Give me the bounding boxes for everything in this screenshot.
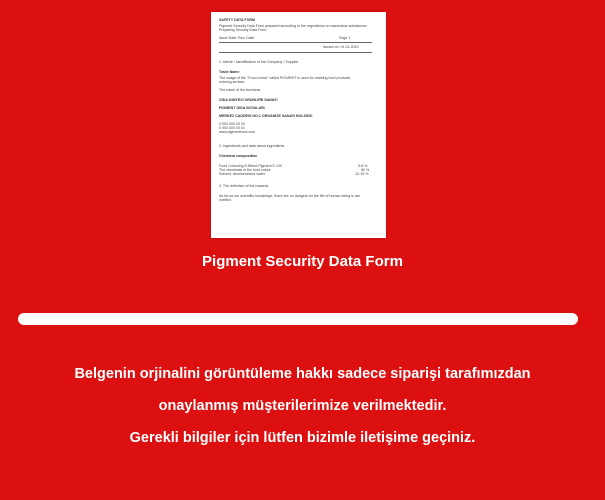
doc-section-heading: 2. Ingredients and data about ingredients	[219, 144, 285, 148]
doc-page-number: Page 1	[339, 36, 351, 40]
doc-issue-date: Issued on: 01.01.2010	[323, 45, 359, 49]
doc-text: The name of the business	[219, 88, 261, 92]
doc-section-heading: 1. Article / Identification of the Company / Supplier	[219, 60, 299, 64]
doc-rule	[219, 52, 372, 53]
doc-phone: 0 000 000 00 00	[219, 122, 245, 126]
doc-rule	[219, 42, 372, 43]
doc-text: As far as our scientific knowledge, there are no dangers for the life of human being is are	[219, 194, 361, 198]
access-notice-line: Gerekli bilgiler için lütfen bizimle iletişime geçiniz.	[129, 430, 476, 446]
doc-header-line: SAFETY DATA FORM	[219, 18, 256, 22]
doc-company: PIGMENT GIDA BOYALARI	[219, 106, 265, 110]
doc-header-line: Pigment Security Data Form prepared according to the regulations on hazardous substances	[219, 24, 367, 28]
doc-header-line: Preparing Security Data Form	[219, 28, 267, 32]
doc-text: coloring surface.	[219, 80, 246, 84]
doc-composition-value: 5-8 %	[358, 164, 368, 168]
doc-composition-label: Food Colouring E-Blend Pigment E 100	[219, 164, 282, 168]
doc-meta: Issue Date: Rev. Date:	[219, 36, 255, 40]
doc-text: The usage of the "Food colour" called PIGMENT is used for marking food products	[219, 76, 351, 80]
doc-composition-label: The chemicals in the food colour	[219, 168, 271, 172]
doc-web: www.pigmentfood.com	[219, 130, 256, 134]
doc-company: GIDA KIMYEVI URUNLERI SANAYI	[219, 98, 278, 102]
document-thumbnail[interactable]	[211, 12, 386, 238]
doc-fax: 0 000 000 00 01	[219, 126, 245, 130]
doc-composition-value: 80 %	[361, 168, 370, 172]
doc-label: Chemical composition	[219, 154, 258, 158]
doc-section-heading: 3. The definition of the hazards	[219, 184, 269, 188]
doc-composition-label: Solvent, demineralized water	[219, 172, 266, 176]
document-title: Pigment Security Data Form	[202, 253, 403, 270]
access-notice-line: onaylanmış müşterilerimize verilmektedir.	[158, 398, 447, 414]
divider-bar	[18, 313, 578, 325]
access-notice-line: Belgenin orjinalini görüntüleme hakkı sadece siparişi tarafımızdan	[74, 366, 531, 382]
doc-composition-value: 12-15 %	[355, 172, 369, 176]
doc-company: MERKEZ CADDESI NO:1 ORGANIZE SANAYI BOLGESI	[219, 114, 313, 118]
doc-label: Trade Name	[219, 70, 240, 74]
doc-text: notified.	[219, 198, 232, 202]
